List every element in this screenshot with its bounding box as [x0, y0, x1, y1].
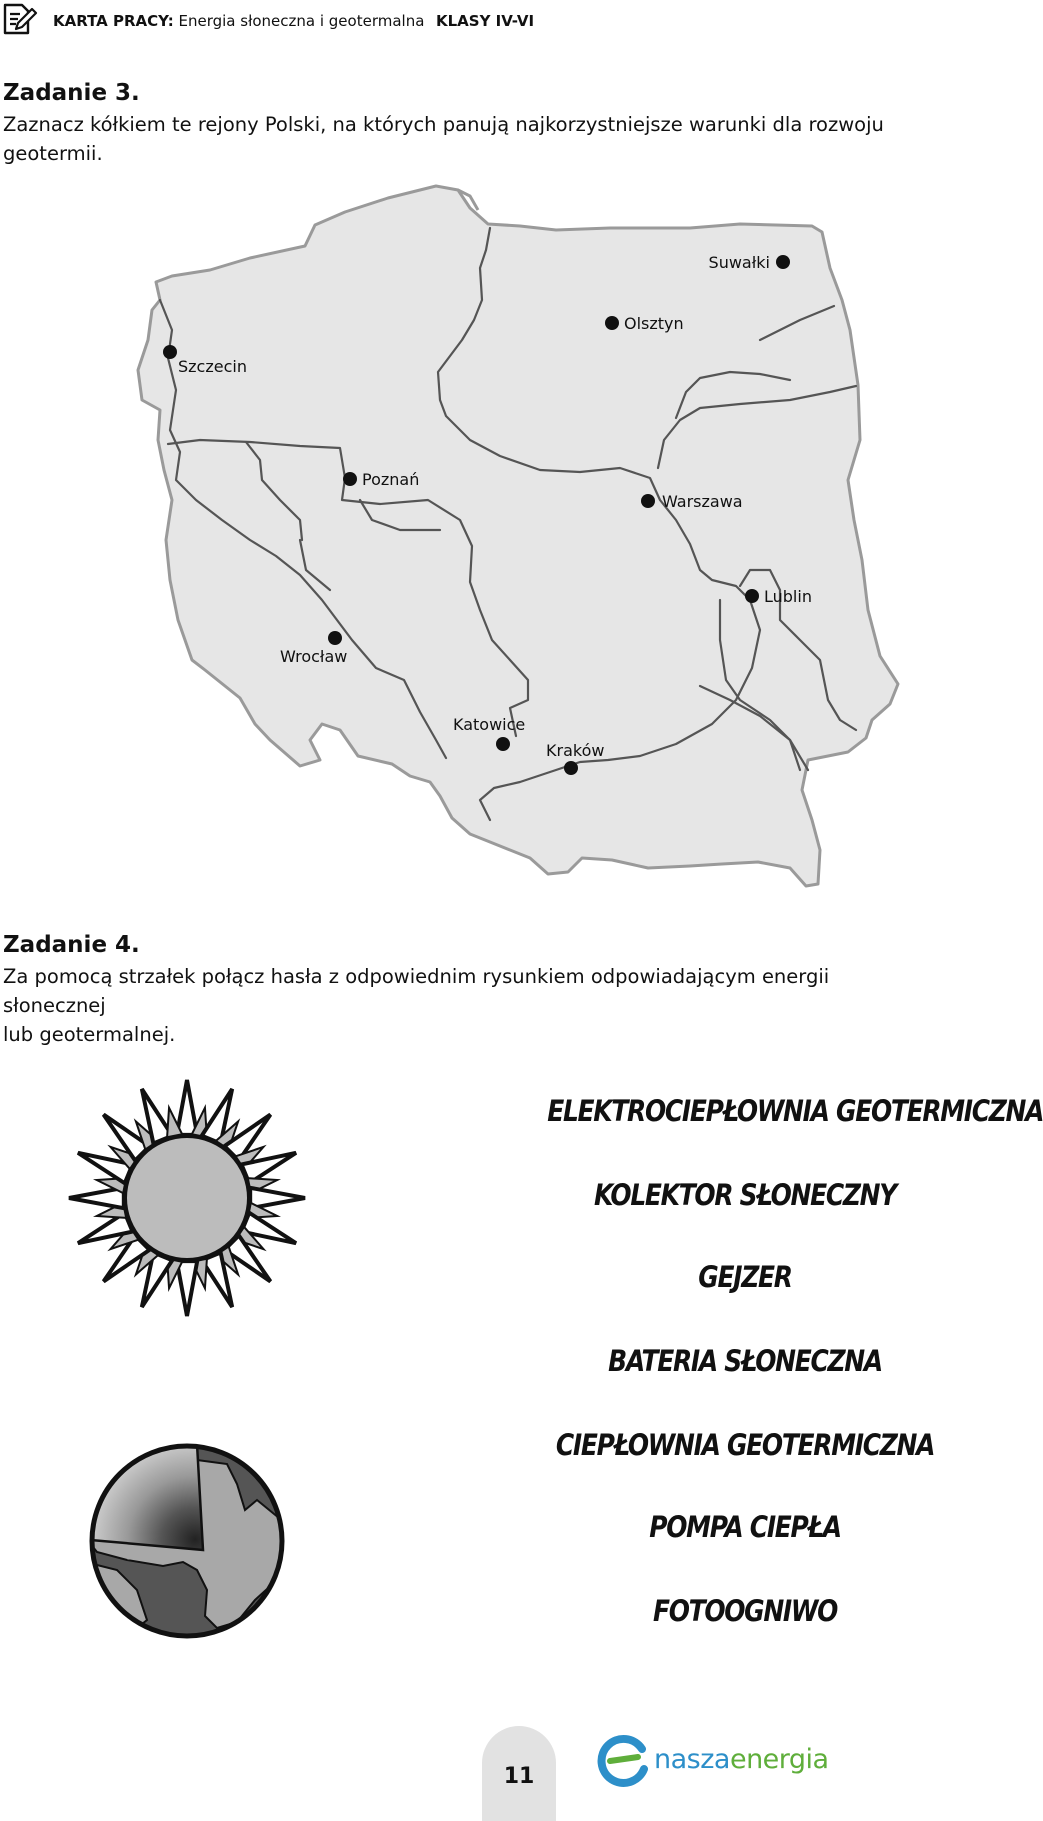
term-item: ELEKTROCIEPŁOWNIA GEOTERMICZNA — [547, 1094, 1043, 1128]
term-item: CIEPŁOWNIA GEOTERMICZNA — [555, 1428, 935, 1462]
term-item: GEJZER — [698, 1260, 792, 1294]
city-label-krakow: Kraków — [546, 741, 605, 760]
city-dot-katowice — [496, 737, 510, 751]
task4-instruction — [3, 962, 933, 1049]
term-item: FOTOOGNIWO — [652, 1594, 838, 1628]
task4-title: Zadanie 4. — [3, 932, 140, 958]
sun-icon — [62, 1080, 312, 1316]
logo-e-icon — [598, 1733, 650, 1787]
city-label-szczecin: Szczecin — [178, 357, 247, 376]
term-item: POMPA CIEPŁA — [649, 1510, 841, 1544]
edit-document-icon — [2, 2, 34, 36]
city-label-wroclaw: Wrocław — [280, 647, 348, 666]
city-dot-szczecin — [163, 345, 177, 359]
city-label-lublin: Lublin — [764, 587, 812, 606]
city-label-katowice: Katowice — [453, 715, 526, 734]
term-item: KOLEKTOR SŁONECZNY — [593, 1178, 897, 1212]
naszaenergia-logo — [598, 1730, 829, 1790]
task4-instruction-line1: Za pomocą strzałek połącz hasła z odpowiednim rysunkiem odpowiadającym energii słonecznej — [3, 965, 830, 1017]
earth-cross-section-icon — [87, 1440, 287, 1642]
task3-title: Zadanie 3. — [3, 80, 140, 106]
city-dot-warszawa — [641, 494, 655, 508]
task3-instruction: Zaznacz kółkiem te rejony Polski, na których panują najkorzystniejsze warunki dla rozwoju geotermii. — [3, 113, 884, 165]
task4-instruction-line2: lub geotermalnej. — [3, 1023, 176, 1046]
city-dot-suwalki — [776, 255, 790, 269]
city-label-olsztyn: Olsztyn — [624, 314, 684, 333]
page-number: 11 — [503, 1764, 535, 1789]
city-dot-olsztyn — [605, 316, 619, 330]
poland-outline — [138, 186, 898, 886]
page-number-tab — [482, 1726, 556, 1821]
city-dot-wroclaw — [328, 631, 342, 645]
term-item: BATERIA SŁONECZNA — [608, 1344, 882, 1378]
page-header — [0, 0, 960, 44]
grade-label: KLASY IV-VI — [436, 12, 535, 30]
city-dot-poznan — [343, 472, 357, 486]
logo-wordmark: naszaenergia — [654, 1744, 829, 1775]
poland-map — [126, 176, 906, 890]
city-label-poznan: Poznań — [362, 470, 420, 489]
city-dot-krakow — [564, 761, 578, 775]
city-label-warszawa: Warszawa — [662, 492, 743, 511]
city-dot-lublin — [745, 589, 759, 603]
city-label-suwalki: Suwałki — [708, 253, 770, 272]
worksheet-title: KARTA PRACY: Energia słoneczna i geotermalna — [53, 12, 425, 30]
